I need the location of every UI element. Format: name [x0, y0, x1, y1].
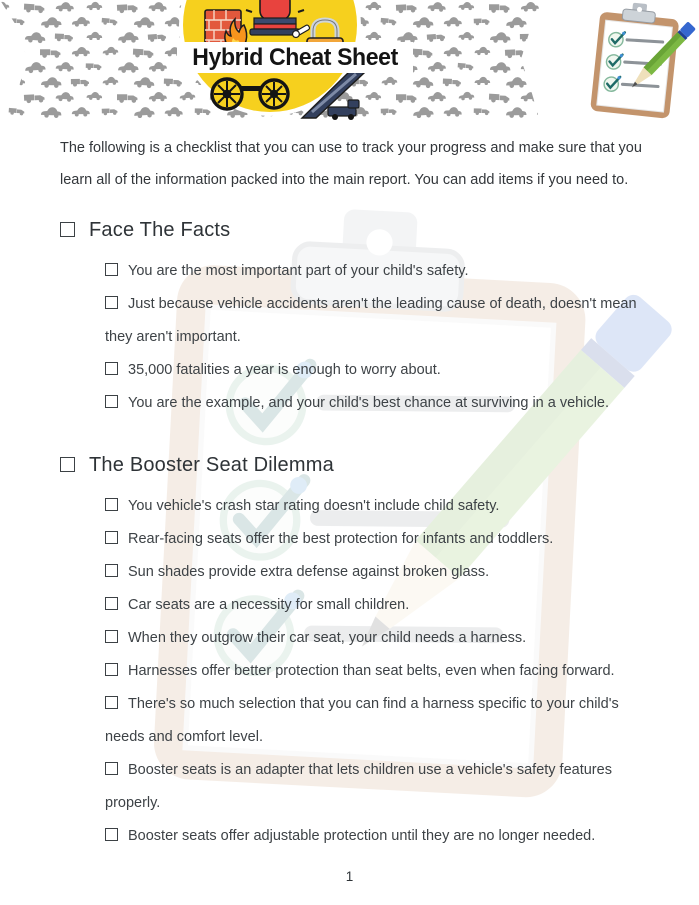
checklist-item-text: Booster seats offer adjustable protection until they are no longer needed. [128, 828, 596, 844]
checklist-item [105, 387, 655, 420]
checkbox-icon[interactable] [105, 498, 118, 511]
checklist-item [105, 820, 655, 853]
checklist-item-text: Booster seats is an adapter that lets children use a vehicle's safety features properly. [105, 762, 612, 811]
section-title: The Booster Seat Dilemma [89, 454, 334, 476]
checkbox-icon[interactable] [105, 762, 118, 775]
checklist-item [105, 523, 655, 556]
checkbox-icon[interactable] [105, 696, 118, 709]
checklist-item-text: You are the most important part of your child's safety. [128, 263, 469, 279]
intro-paragraph: The following is a checklist that you can use to track your progress and make sure that you learn all of the information packed into the main report. You can add items if you need to. [60, 140, 642, 188]
checkbox-icon[interactable] [105, 531, 118, 544]
checkbox-icon[interactable] [105, 597, 118, 610]
checklist-item [105, 589, 655, 622]
checklist-item-text: Car seats are a necessity for small children. [128, 597, 410, 613]
checkbox-icon[interactable] [105, 828, 118, 841]
checklist-item-text: You are the example, and your child's best chance at surviving in a vehicle. [128, 395, 610, 411]
section [60, 450, 660, 853]
checklist-item-text: When they outgrow their car seat, your child needs a harness. [128, 630, 527, 646]
checklist [60, 215, 660, 853]
checkbox-icon[interactable] [105, 263, 118, 276]
checkbox-icon[interactable] [105, 630, 118, 643]
checklist-item [105, 556, 655, 589]
checklist-item-text: Rear-facing seats offer the best protection for infants and toddlers. [128, 531, 554, 547]
title-band [177, 42, 413, 73]
checklist-item-text: Just because vehicle accidents aren't the leading cause of death, doesn't mean they aren't important. [105, 296, 637, 345]
section-checkbox-icon[interactable] [60, 222, 75, 237]
checkbox-icon[interactable] [105, 663, 118, 676]
checklist-item [105, 655, 655, 688]
checklist-item [105, 688, 655, 754]
section-title: Face The Facts [89, 219, 231, 241]
checklist-item [105, 622, 655, 655]
siren-icon [246, 0, 304, 35]
section-checkbox-icon[interactable] [60, 457, 75, 472]
checkbox-icon[interactable] [105, 564, 118, 577]
checklist-item [105, 754, 655, 820]
wheels-icon [212, 79, 288, 109]
checklist-item [105, 288, 655, 354]
checklist-item [105, 255, 655, 288]
checklist-item-text: Harnesses offer better protection than seat belts, even when facing forward. [128, 663, 615, 679]
page-number: 1 [345, 869, 354, 884]
section-heading [60, 215, 660, 247]
checklist-item-text: 35,000 fatalities a year is enough to worry about. [128, 362, 441, 378]
section-heading [60, 450, 660, 482]
checklist-item [105, 490, 655, 523]
clipboard-checklist-icon [571, 1, 697, 121]
checkbox-icon[interactable] [105, 362, 118, 375]
checklist-item-text: Sun shades provide extra defense against broken glass. [128, 564, 490, 580]
checkbox-icon[interactable] [105, 395, 118, 408]
page-title: Hybrid Cheat Sheet [192, 43, 398, 71]
checklist-item-text: There's so much selection that you can find a harness specific to your child's needs and comfort level. [105, 696, 619, 745]
section [60, 215, 660, 420]
checklist-item-text: You vehicle's crash star rating doesn't include child safety. [128, 498, 500, 514]
checkbox-icon[interactable] [105, 296, 118, 309]
crane-icon [302, 69, 364, 120]
checklist-item [105, 354, 655, 387]
